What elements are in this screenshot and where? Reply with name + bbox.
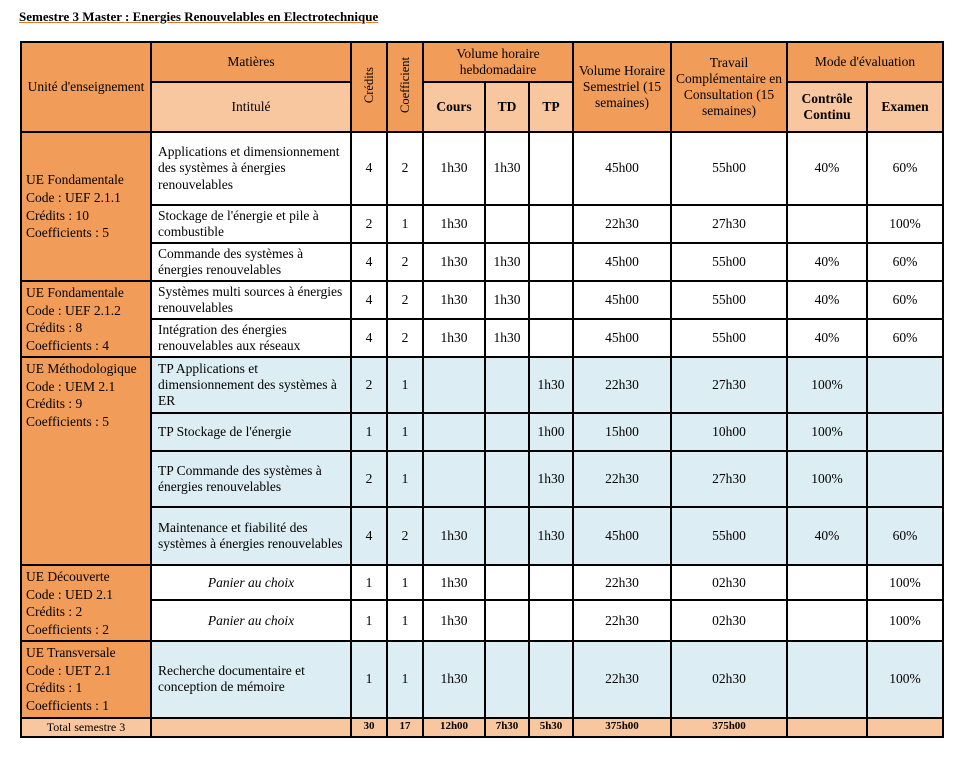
table-row xyxy=(21,357,943,413)
ue-uef-211 xyxy=(21,132,151,281)
coef-cell: 1 xyxy=(387,413,423,451)
exam-cell: 60% xyxy=(867,319,943,357)
ue-uef-212 xyxy=(21,281,151,357)
cours-cell: 1h30 xyxy=(423,205,485,243)
header-mode-evaluation: Mode d'évaluation xyxy=(787,42,943,82)
vhs-cell: 22h30 xyxy=(573,565,671,600)
tc-cell: 55h00 xyxy=(671,319,787,357)
ue-code: Code : UEF 2.1.2 xyxy=(26,302,121,318)
vhs-cell: 45h00 xyxy=(573,132,671,205)
credits-cell: 1 xyxy=(351,413,387,451)
cc-cell: 40% xyxy=(787,132,867,205)
cours-cell xyxy=(423,357,485,413)
header-credits xyxy=(351,42,387,132)
credits-cell: 2 xyxy=(351,205,387,243)
vhs-cell: 22h30 xyxy=(573,451,671,507)
tc-cell: 55h00 xyxy=(671,132,787,205)
tp-cell xyxy=(529,641,573,717)
ue-credits: Crédits : 1 xyxy=(26,680,83,696)
total-empty xyxy=(151,718,351,737)
header-travail-complementaire: Travail Complémentaire en Consultation (15 semaines) xyxy=(671,42,787,132)
table-row xyxy=(21,565,943,600)
cc-cell xyxy=(787,565,867,600)
subject-title: Panier au choix xyxy=(151,565,351,600)
exam-cell xyxy=(867,357,943,413)
table-row xyxy=(21,413,943,451)
table-row xyxy=(21,205,943,243)
td-cell: 1h30 xyxy=(485,319,529,357)
cc-cell: 40% xyxy=(787,281,867,319)
ue-coefficients: Coefficients : 2 xyxy=(26,621,109,637)
subject-title: TP Stockage de l'énergie xyxy=(151,413,351,451)
ue-name: UE Fondamentale xyxy=(26,172,124,188)
tc-cell: 02h30 xyxy=(671,600,787,641)
coef-cell: 2 xyxy=(387,132,423,205)
total-td: 7h30 xyxy=(485,718,529,737)
credits-cell: 4 xyxy=(351,243,387,281)
tc-cell: 27h30 xyxy=(671,205,787,243)
td-cell xyxy=(485,507,529,565)
cc-cell: 100% xyxy=(787,413,867,451)
header-volume-semestriel: Volume Horaire Semestriel (15 semaines) xyxy=(573,42,671,132)
cours-cell: 1h30 xyxy=(423,507,485,565)
cc-cell: 40% xyxy=(787,243,867,281)
header-cours: Cours xyxy=(423,82,485,132)
exam-cell: 100% xyxy=(867,600,943,641)
coef-cell: 1 xyxy=(387,600,423,641)
td-cell xyxy=(485,413,529,451)
cc-cell xyxy=(787,641,867,717)
table-row xyxy=(21,281,943,319)
ue-coefficients: Coefficients : 4 xyxy=(26,337,109,353)
table-row xyxy=(21,641,943,717)
tc-cell: 27h30 xyxy=(671,451,787,507)
total-credits: 30 xyxy=(351,718,387,737)
credits-cell: 1 xyxy=(351,565,387,600)
tc-cell: 55h00 xyxy=(671,507,787,565)
cc-cell xyxy=(787,600,867,641)
subject-title: Systèmes multi sources à énergies renouvelables xyxy=(151,281,351,319)
exam-cell: 100% xyxy=(867,641,943,717)
page-title: Semestre 3 Master : Energies Renouvelables en Electrotechnique xyxy=(19,9,379,24)
ue-credits: Crédits : 10 xyxy=(26,207,89,223)
ue-uet-21 xyxy=(21,641,151,717)
ue-code: Code : UET 2.1 xyxy=(26,662,112,678)
table-row xyxy=(21,507,943,565)
ue-name: UE Méthodologique xyxy=(26,361,137,377)
vhs-cell: 22h30 xyxy=(573,357,671,413)
td-cell xyxy=(485,205,529,243)
exam-cell xyxy=(867,413,943,451)
subject-title: TP Applications et dimensionnement des systèmes à ER xyxy=(151,357,351,413)
ue-name: UE Découverte xyxy=(26,569,110,585)
subject-title: Applications et dimensionnement des systèmes à énergies renouvelables xyxy=(151,132,351,205)
exam-cell: 100% xyxy=(867,205,943,243)
coef-cell: 2 xyxy=(387,281,423,319)
vhs-cell: 22h30 xyxy=(573,641,671,717)
td-cell: 1h30 xyxy=(485,243,529,281)
tp-cell xyxy=(529,600,573,641)
vhs-cell: 45h00 xyxy=(573,243,671,281)
coef-cell: 1 xyxy=(387,641,423,717)
tp-cell xyxy=(529,565,573,600)
ue-uem-21 xyxy=(21,357,151,565)
cours-cell xyxy=(423,413,485,451)
cc-cell: 40% xyxy=(787,319,867,357)
credits-cell: 4 xyxy=(351,281,387,319)
cc-cell: 100% xyxy=(787,357,867,413)
total-row xyxy=(21,718,943,737)
tc-cell: 02h30 xyxy=(671,565,787,600)
ue-credits: Crédits : 2 xyxy=(26,604,83,620)
header-volume-hebdo: Volume horaire hebdomadaire xyxy=(423,42,573,82)
total-vhs: 375h00 xyxy=(573,718,671,737)
ue-credits: Crédits : 9 xyxy=(26,396,83,412)
ue-code: Code : UED 2.1 xyxy=(26,586,113,602)
exam-cell: 60% xyxy=(867,243,943,281)
header-unite: Unité d'enseignement xyxy=(21,42,151,132)
exam-cell: 100% xyxy=(867,565,943,600)
total-tc: 375h00 xyxy=(671,718,787,737)
table-row xyxy=(21,243,943,281)
header-controle-continu: Contrôle Continu xyxy=(787,82,867,132)
tp-cell: 1h30 xyxy=(529,507,573,565)
credits-cell: 2 xyxy=(351,451,387,507)
vhs-cell: 22h30 xyxy=(573,600,671,641)
tp-cell xyxy=(529,319,573,357)
cc-cell: 100% xyxy=(787,451,867,507)
header-credits-label: Crédits xyxy=(361,66,376,103)
cours-cell: 1h30 xyxy=(423,132,485,205)
header-td: TD xyxy=(485,82,529,132)
tp-cell xyxy=(529,205,573,243)
subject-title: Recherche documentaire et conception de mémoire xyxy=(151,641,351,717)
credits-cell: 4 xyxy=(351,132,387,205)
vhs-cell: 45h00 xyxy=(573,319,671,357)
coef-cell: 1 xyxy=(387,451,423,507)
tc-cell: 55h00 xyxy=(671,243,787,281)
ue-name: UE Transversale xyxy=(26,645,116,661)
ue-coefficients: Coefficients : 1 xyxy=(26,698,109,714)
coef-cell: 1 xyxy=(387,205,423,243)
total-cc xyxy=(787,718,867,737)
tc-cell: 55h00 xyxy=(671,281,787,319)
credits-cell: 4 xyxy=(351,507,387,565)
td-cell xyxy=(485,451,529,507)
coef-cell: 2 xyxy=(387,507,423,565)
vhs-cell: 22h30 xyxy=(573,205,671,243)
cours-cell: 1h30 xyxy=(423,600,485,641)
tp-cell xyxy=(529,132,573,205)
header-matieres: Matières xyxy=(151,42,351,82)
ue-name: UE Fondamentale xyxy=(26,285,124,300)
tc-cell: 02h30 xyxy=(671,641,787,717)
header-coefficient-label: Coefficient xyxy=(397,56,412,113)
ue-code: Code : UEF 2.1.1 xyxy=(26,189,121,205)
total-label: Total semestre 3 xyxy=(21,718,151,737)
exam-cell: 60% xyxy=(867,132,943,205)
subject-title: Intégration des énergies renouvelables aux réseaux xyxy=(151,319,351,357)
td-cell: 1h30 xyxy=(485,132,529,205)
td-cell xyxy=(485,357,529,413)
table-row xyxy=(21,319,943,357)
ue-coefficients: Coefficients : 5 xyxy=(26,225,109,241)
exam-cell: 60% xyxy=(867,281,943,319)
cours-cell: 1h30 xyxy=(423,281,485,319)
ue-ued-21 xyxy=(21,565,151,641)
tp-cell xyxy=(529,243,573,281)
ue-code: Code : UEM 2.1 xyxy=(26,378,116,394)
cours-cell: 1h30 xyxy=(423,319,485,357)
table-row xyxy=(21,132,943,205)
header-tp: TP xyxy=(529,82,573,132)
subject-title: Stockage de l'énergie et pile à combustible xyxy=(151,205,351,243)
coef-cell: 2 xyxy=(387,243,423,281)
ue-credits: Crédits : 8 xyxy=(26,320,83,336)
exam-cell xyxy=(867,451,943,507)
total-exam xyxy=(867,718,943,737)
table-row xyxy=(21,451,943,507)
cours-cell: 1h30 xyxy=(423,243,485,281)
cours-cell xyxy=(423,451,485,507)
subject-title: Maintenance et fiabilité des systèmes à énergies renouvelables xyxy=(151,507,351,565)
subject-title: Panier au choix xyxy=(151,600,351,641)
td-cell xyxy=(485,600,529,641)
credits-cell: 4 xyxy=(351,319,387,357)
credits-cell: 1 xyxy=(351,641,387,717)
cc-cell: 40% xyxy=(787,507,867,565)
ue-coefficients: Coefficients : 5 xyxy=(26,413,109,429)
tp-cell: 1h30 xyxy=(529,451,573,507)
cours-cell: 1h30 xyxy=(423,641,485,717)
coef-cell: 1 xyxy=(387,565,423,600)
tp-cell: 1h30 xyxy=(529,357,573,413)
table-row xyxy=(21,600,943,641)
td-cell xyxy=(485,565,529,600)
credits-cell: 2 xyxy=(351,357,387,413)
total-coef: 17 xyxy=(387,718,423,737)
cc-cell xyxy=(787,205,867,243)
total-tp: 5h30 xyxy=(529,718,573,737)
header-coefficient xyxy=(387,42,423,132)
header-examen: Examen xyxy=(867,82,943,132)
vhs-cell: 45h00 xyxy=(573,281,671,319)
coef-cell: 1 xyxy=(387,357,423,413)
curriculum-table xyxy=(20,41,944,738)
header-intitule: Intitulé xyxy=(151,82,351,132)
subject-title: Commande des systèmes à énergies renouvelables xyxy=(151,243,351,281)
total-cours: 12h00 xyxy=(423,718,485,737)
td-cell xyxy=(485,641,529,717)
credits-cell: 1 xyxy=(351,600,387,641)
vhs-cell: 15h00 xyxy=(573,413,671,451)
tc-cell: 27h30 xyxy=(671,357,787,413)
vhs-cell: 45h00 xyxy=(573,507,671,565)
tp-cell xyxy=(529,281,573,319)
cours-cell: 1h30 xyxy=(423,565,485,600)
tp-cell: 1h00 xyxy=(529,413,573,451)
td-cell: 1h30 xyxy=(485,281,529,319)
coef-cell: 2 xyxy=(387,319,423,357)
exam-cell: 60% xyxy=(867,507,943,565)
tc-cell: 10h00 xyxy=(671,413,787,451)
subject-title: TP Commande des systèmes à énergies renouvelables xyxy=(151,451,351,507)
